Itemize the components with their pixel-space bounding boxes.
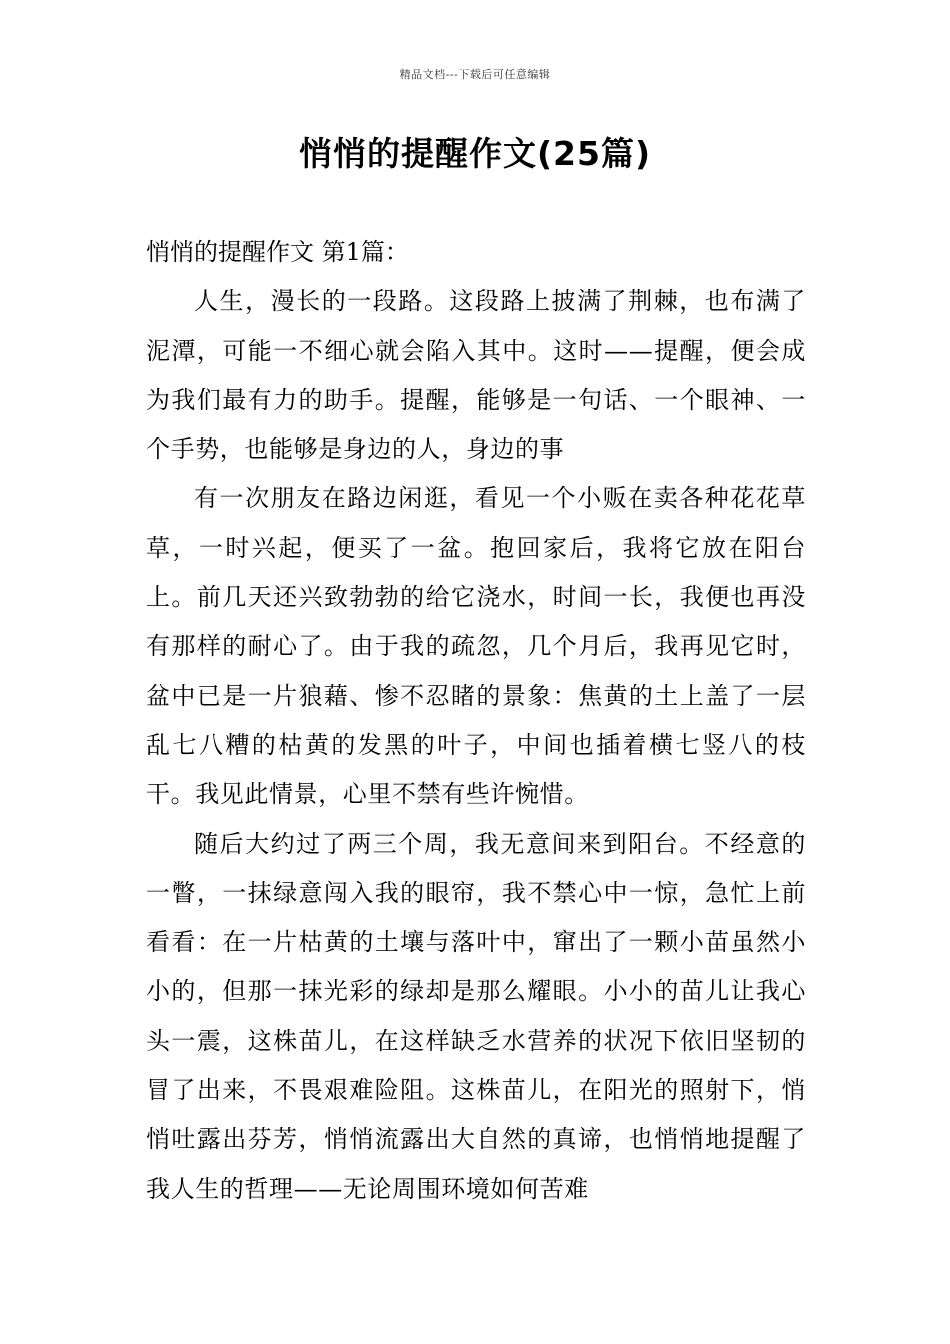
document-title: 悄悄的提醒作文(25篇) [298, 134, 652, 173]
paragraph-2: 有一次朋友在路边闲逛，看见一个小贩在卖各种花花草草，一时兴起，便买了一盆。抱回家后，我将它放在阳台上。前几天还兴致勃勃的给它浇水，时间一长，我便也再没有那样的耐心了。由于我的疏忽，几个月后，我再见它时，盆中已是一片狼藉、惨不忍睹的景象：焦黄的土上盖了一层乱七八糟的枯黄的发黑的叶子，中间也插着横七竖八的枝干。我见此情景，心里不禁有些许惋惜。 [146, 484, 806, 809]
document-body [146, 228, 806, 1214]
section-heading: 悄悄的提醒作文 第1篇： [146, 238, 409, 266]
header-note: 精品文档---下载后可任意编辑 [399, 68, 551, 81]
paragraph-3: 随后大约过了两三个周，我无意间来到阳台。不经意的一瞥，一抹绿意闯入我的眼帘，我不禁心中一惊，急忙上前看看：在一片枯黄的土壤与落叶中，窜出了一颗小苗虽然小小的，但那一抹光彩的绿却是那么耀眼。小小的苗儿让我心头一震，这株苗儿，在这样缺乏水营养的状况下依旧坚韧的冒了出来，不畏艰难险阻。这株苗儿，在阳光的照射下，悄悄吐露出芬芳，悄悄流露出大自然的真谛，也悄悄地提醒了我人生的哲理——无论周围环境如何苦难 [146, 829, 806, 1203]
paragraph-1: 人生，漫长的一段路。这段路上披满了荆棘，也布满了泥潭，可能一不细心就会陷入其中。这时——提醒，便会成为我们最有力的助手。提醒，能够是一句话、一个眼神、一个手势，也能够是身边的人，身边的事 [146, 287, 806, 464]
